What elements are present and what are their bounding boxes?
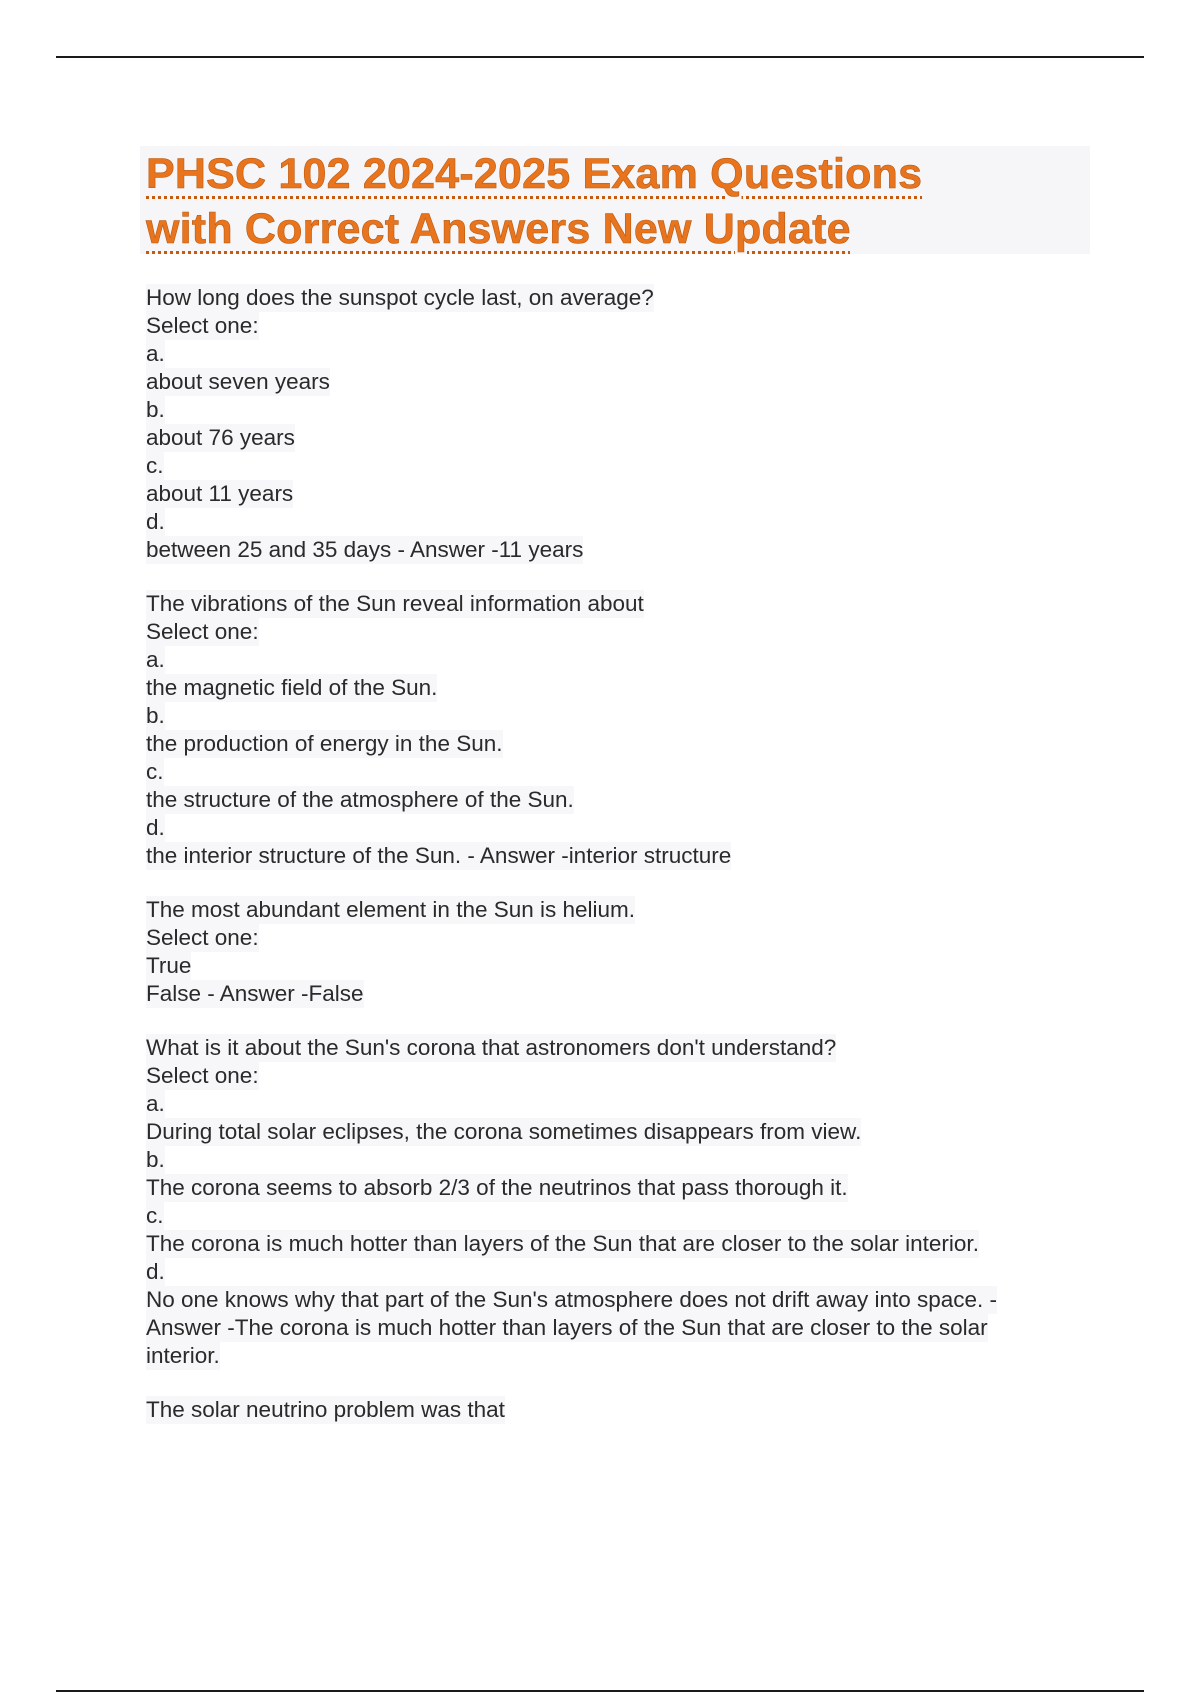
question-line: True xyxy=(146,953,192,978)
question-line: b. xyxy=(146,397,165,422)
question-line: a. xyxy=(146,341,165,366)
question-line: about seven years xyxy=(146,369,330,394)
question-line: the production of energy in the Sun. xyxy=(146,731,503,756)
question-line: False - Answer -False xyxy=(146,981,364,1006)
top-rule xyxy=(56,56,1144,58)
bottom-rule xyxy=(56,1690,1144,1692)
question-block xyxy=(146,1034,1066,1370)
question-list xyxy=(146,284,1066,1450)
question-block xyxy=(146,590,1066,870)
document-title-line-1: PHSC 102 2024-2025 Exam Questions xyxy=(146,150,923,198)
question-line: the interior structure of the Sun. - Answer -interior structure xyxy=(146,843,732,868)
question-line: The vibrations of the Sun reveal information about xyxy=(146,591,644,616)
question-block xyxy=(146,1396,1066,1424)
question-line: interior. xyxy=(146,1343,220,1368)
question-line: Select one: xyxy=(146,619,259,644)
question-line: The corona seems to absorb 2/3 of the neutrinos that pass thorough it. xyxy=(146,1175,848,1200)
question-line: d. xyxy=(146,1259,165,1284)
question-line: a. xyxy=(146,1091,165,1116)
question-line: The solar neutrino problem was that xyxy=(146,1397,505,1422)
question-line: How long does the sunspot cycle last, on average? xyxy=(146,285,654,310)
question-block xyxy=(146,896,1066,1008)
question-line: No one knows why that part of the Sun's atmosphere does not drift away into space. - xyxy=(146,1287,998,1312)
question-line: During total solar eclipses, the corona sometimes disappears from view. xyxy=(146,1119,862,1144)
question-line: b. xyxy=(146,1147,165,1172)
question-line: What is it about the Sun's corona that astronomers don't understand? xyxy=(146,1035,837,1060)
question-line: about 11 years xyxy=(146,481,294,506)
question-line: the structure of the atmosphere of the Sun. xyxy=(146,787,574,812)
question-line: b. xyxy=(146,703,165,728)
question-line: d. xyxy=(146,509,165,534)
question-line: Select one: xyxy=(146,313,259,338)
question-line: The corona is much hotter than layers of the Sun that are closer to the solar interior. xyxy=(146,1231,979,1256)
question-line: The most abundant element in the Sun is helium. xyxy=(146,897,636,922)
question-line: between 25 and 35 days - Answer -11 years xyxy=(146,537,584,562)
question-line: c. xyxy=(146,1203,164,1228)
question-line: c. xyxy=(146,453,164,478)
question-line: Select one: xyxy=(146,1063,259,1088)
question-block xyxy=(146,284,1066,564)
question-line: d. xyxy=(146,815,165,840)
question-line: c. xyxy=(146,759,164,784)
question-line: Select one: xyxy=(146,925,259,950)
question-line: the magnetic field of the Sun. xyxy=(146,675,438,700)
question-line: about 76 years xyxy=(146,425,295,450)
document-title-line-2: with Correct Answers New Update xyxy=(146,205,851,253)
question-line: Answer -The corona is much hotter than layers of the Sun that are closer to the solar xyxy=(146,1315,988,1340)
question-line: a. xyxy=(146,647,165,672)
